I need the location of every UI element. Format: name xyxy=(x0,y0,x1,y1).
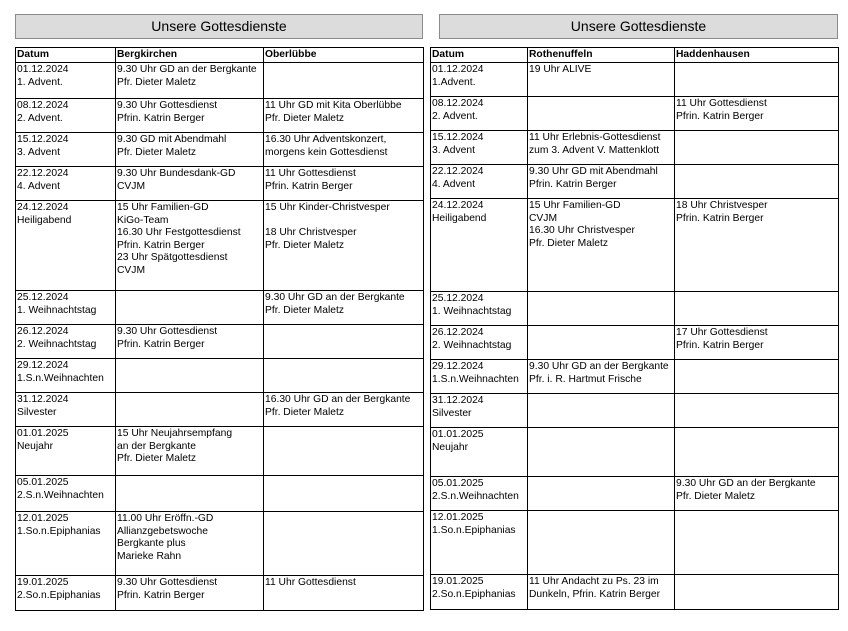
table-row xyxy=(431,292,839,326)
table-row xyxy=(431,511,839,575)
service-cell: 11 Uhr Andacht zu Ps. 23 im Dunkeln, Pfrin. Katrin Berger xyxy=(528,575,675,610)
service-cell xyxy=(264,359,424,393)
service-cell: 9.30 Uhr Bundesdank-GD CVJM xyxy=(116,167,264,201)
date-cell: 01.01.2025 Neujahr xyxy=(16,427,116,476)
table-row xyxy=(16,63,424,99)
date-cell: 15.12.2024 3. Advent xyxy=(431,131,528,165)
service-cell xyxy=(116,393,264,427)
column-header-haddenhausen: Haddenhausen xyxy=(675,48,839,63)
column-header-rothenuffeln: Rothenuffeln xyxy=(528,48,675,63)
table-row xyxy=(431,165,839,199)
table-row xyxy=(16,133,424,167)
service-cell: 15 Uhr Familien-GD KiGo-Team 16.30 Uhr Festgottesdienst Pfrin. Katrin Berger 23 Uhr Spätgottesdienst CVJM xyxy=(116,201,264,291)
table-row xyxy=(16,167,424,201)
date-cell: 31.12.2024 Silvester xyxy=(16,393,116,427)
service-cell: 9.30 Uhr Gottesdienst Pfrin. Katrin Berger xyxy=(116,325,264,359)
service-cell xyxy=(528,292,675,326)
service-cell: 15 Uhr Neujahrsempfang an der Bergkante Pfr. Dieter Maletz xyxy=(116,427,264,476)
date-cell: 01.12.2024 1.Advent. xyxy=(431,63,528,97)
table-row xyxy=(431,575,839,610)
service-cell: 18 Uhr Christvesper Pfrin. Katrin Berger xyxy=(675,199,839,292)
date-cell: 05.01.2025 2.S.n.Weihnachten xyxy=(16,476,116,512)
service-cell xyxy=(528,394,675,428)
service-cell xyxy=(675,511,839,575)
table-row xyxy=(431,63,839,97)
service-cell: 15 Uhr Familien-GD CVJM 16.30 Uhr Christvesper Pfr. Dieter Maletz xyxy=(528,199,675,292)
date-cell: 15.12.2024 3. Advent xyxy=(16,133,116,167)
date-cell: 08.12.2024 2. Advent. xyxy=(16,99,116,133)
right-schedule-table xyxy=(430,47,839,610)
date-cell: 12.01.2025 1.So.n.Epiphanias xyxy=(16,512,116,576)
table-header-row xyxy=(16,48,424,63)
service-cell xyxy=(528,97,675,131)
table-row xyxy=(431,97,839,131)
date-cell: 22.12.2024 4. Advent xyxy=(431,165,528,199)
service-cell xyxy=(116,291,264,325)
service-cell: 9.30 Uhr GD an der Bergkante Pfr. Dieter Maletz xyxy=(116,63,264,99)
table-row xyxy=(431,199,839,292)
service-cell xyxy=(264,427,424,476)
service-cell: 16.30 Uhr Adventskonzert, morgens kein Gottesdienst xyxy=(264,133,424,167)
date-cell: 26.12.2024 2. Weihnachtstag xyxy=(16,325,116,359)
service-cell xyxy=(675,394,839,428)
date-cell: 25.12.2024 1. Weihnachtstag xyxy=(16,291,116,325)
date-cell: 25.12.2024 1. Weihnachtstag xyxy=(431,292,528,326)
service-cell xyxy=(116,476,264,512)
date-cell: 31.12.2024 Silvester xyxy=(431,394,528,428)
table-row xyxy=(16,576,424,611)
service-cell: 17 Uhr Gottesdienst Pfrin. Katrin Berger xyxy=(675,326,839,360)
service-cell: 9.30 Uhr GD an der Bergkante Pfr. i. R. Hartmut Frische xyxy=(528,360,675,394)
date-cell: 19.01.2025 2.So.n.Epiphanias xyxy=(16,576,116,611)
service-cell xyxy=(264,63,424,99)
column-header-bergkirchen: Bergkirchen xyxy=(116,48,264,63)
date-cell: 01.12.2024 1. Advent. xyxy=(16,63,116,99)
service-cell: 11 Uhr Erlebnis-Gottesdienst zum 3. Advent V. Mattenklott xyxy=(528,131,675,165)
service-cell xyxy=(675,292,839,326)
column-header-oberluebbe: Oberlübbe xyxy=(264,48,424,63)
table-header-row xyxy=(431,48,839,63)
left-schedule-table xyxy=(15,47,424,611)
table-row xyxy=(16,291,424,325)
service-cell: 9.30 Uhr Gottesdienst Pfrin. Katrin Berger xyxy=(116,576,264,611)
table-row xyxy=(431,477,839,511)
table-row xyxy=(431,428,839,477)
service-cell xyxy=(264,476,424,512)
service-cell xyxy=(528,511,675,575)
table-row xyxy=(431,394,839,428)
service-cell: 11 Uhr GD mit Kita Oberlübbe Pfr. Dieter Maletz xyxy=(264,99,424,133)
date-cell: 24.12.2024 Heiligabend xyxy=(16,201,116,291)
service-cell xyxy=(264,512,424,576)
table-row xyxy=(431,360,839,394)
date-cell: 19.01.2025 2.So.n.Epiphanias xyxy=(431,575,528,610)
service-cell xyxy=(528,326,675,360)
right-panel-title: Unsere Gottesdienste xyxy=(439,14,838,39)
date-cell: 24.12.2024 Heiligabend xyxy=(431,199,528,292)
table-row xyxy=(16,476,424,512)
service-cell: 9.30 Uhr GD mit Abendmahl Pfrin. Katrin Berger xyxy=(528,165,675,199)
service-cell xyxy=(675,428,839,477)
service-cell: 9.30 GD mit Abendmahl Pfr. Dieter Maletz xyxy=(116,133,264,167)
table-row xyxy=(431,131,839,165)
table-row xyxy=(431,326,839,360)
service-cell xyxy=(116,359,264,393)
date-cell: 08.12.2024 2. Advent. xyxy=(431,97,528,131)
table-row xyxy=(16,201,424,291)
service-cell: 11.00 Uhr Eröffn.-GD Allianzgebetswoche Bergkante plus Marieke Rahn xyxy=(116,512,264,576)
date-cell: 29.12.2024 1.S.n.Weihnachten xyxy=(431,360,528,394)
service-cell xyxy=(675,63,839,97)
date-cell: 29.12.2024 1.S.n.Weihnachten xyxy=(16,359,116,393)
left-panel-title: Unsere Gottesdienste xyxy=(15,14,423,39)
table-row xyxy=(16,427,424,476)
service-cell: 9.30 Uhr GD an der Bergkante Pfr. Dieter Maletz xyxy=(675,477,839,511)
service-cell xyxy=(675,165,839,199)
table-row xyxy=(16,393,424,427)
service-cell: 16.30 Uhr GD an der Bergkante Pfr. Dieter Maletz xyxy=(264,393,424,427)
service-cell: 9.30 Uhr Gottesdienst Pfrin. Katrin Berger xyxy=(116,99,264,133)
right-schedule-panel xyxy=(430,14,838,610)
date-cell: 01.01.2025 Neujahr xyxy=(431,428,528,477)
service-cell xyxy=(675,360,839,394)
service-cell: 11 Uhr Gottesdienst xyxy=(264,576,424,611)
service-cell xyxy=(675,131,839,165)
date-cell: 26.12.2024 2. Weihnachtstag xyxy=(431,326,528,360)
service-cell xyxy=(528,428,675,477)
left-schedule-panel xyxy=(15,14,423,611)
date-cell: 05.01.2025 2.S.n.Weihnachten xyxy=(431,477,528,511)
service-cell: 9.30 Uhr GD an der Bergkante Pfr. Dieter Maletz xyxy=(264,291,424,325)
service-cell: 11 Uhr Gottesdienst Pfrin. Katrin Berger xyxy=(675,97,839,131)
table-row xyxy=(16,512,424,576)
service-cell: 15 Uhr Kinder-Christvesper 18 Uhr Christvesper Pfr. Dieter Maletz xyxy=(264,201,424,291)
date-cell: 22.12.2024 4. Advent xyxy=(16,167,116,201)
service-cell xyxy=(528,477,675,511)
service-cell: 19 Uhr ALIVE xyxy=(528,63,675,97)
service-cell: 11 Uhr Gottesdienst Pfrin. Katrin Berger xyxy=(264,167,424,201)
service-cell xyxy=(675,575,839,610)
table-row xyxy=(16,325,424,359)
table-row xyxy=(16,359,424,393)
service-cell xyxy=(264,325,424,359)
column-header-datum: Datum xyxy=(16,48,116,63)
column-header-datum: Datum xyxy=(431,48,528,63)
table-row xyxy=(16,99,424,133)
date-cell: 12.01.2025 1.So.n.Epiphanias xyxy=(431,511,528,575)
